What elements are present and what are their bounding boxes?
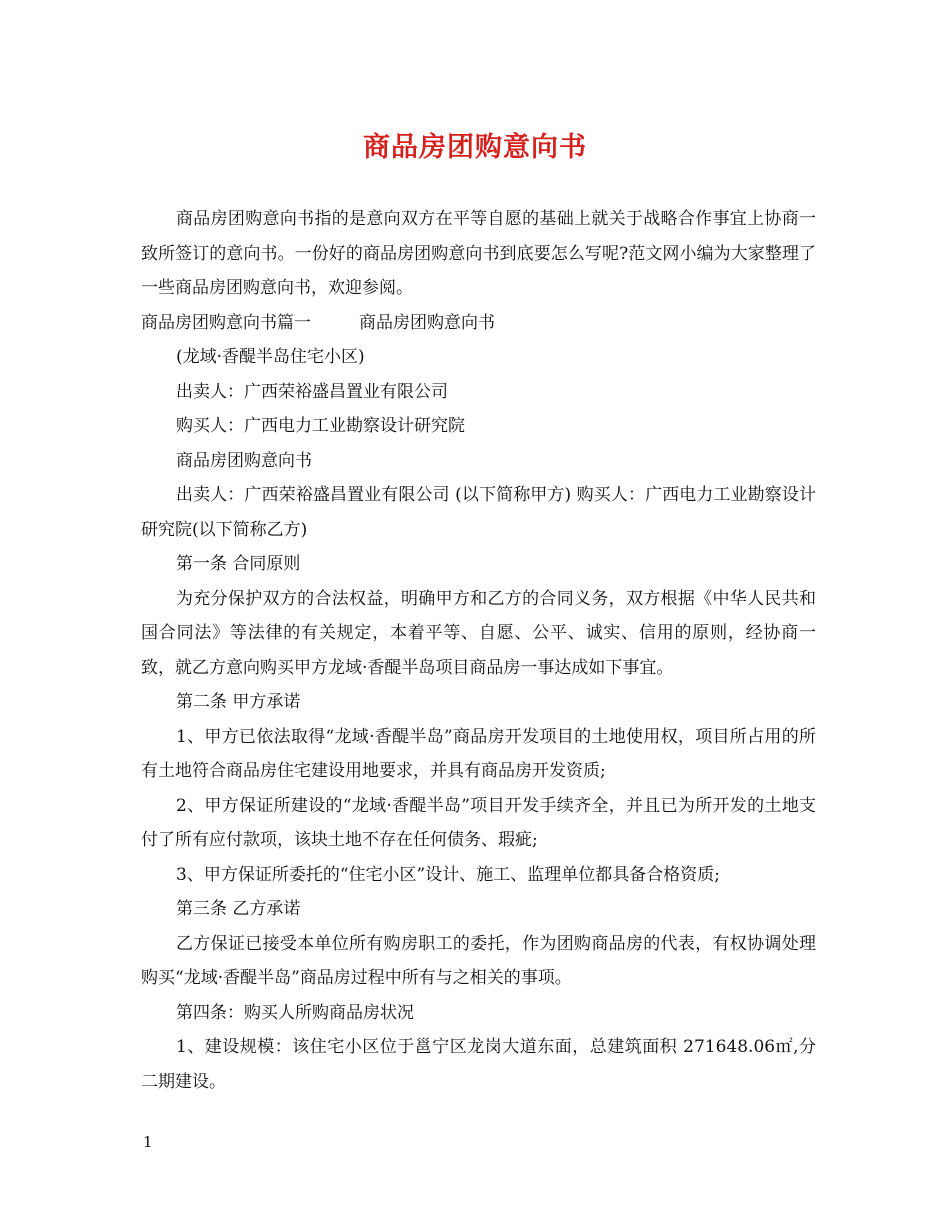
article4-item1: 1、建设规模：该住宅小区位于邕宁区龙岗大道东面，总建筑面积 271648.06㎡,分二期建设。 xyxy=(141,1037,816,1092)
article1-text: 为充分保护双方的合法权益，明确甲方和乙方的合同义务，双方根据《中华人民共和国合同法》等法律的有关规定，本着平等、自愿、公平、诚实、信用的原则，经协商一致，就乙方意向购买甲方龙域·香醍半岛项目商品房一事达成如下事宜。 xyxy=(141,588,816,678)
article2-item3: 3、甲方保证所委托的“住宅小区”设计、施工、监理单位都具备合格资质; xyxy=(176,864,720,885)
article4-title: 第四条：购买人所购商品房状况 xyxy=(176,1002,414,1023)
article2-item1: 1、甲方已依法取得“龙域·香醍半岛”商品房开发项目的土地使用权，项目所占用的所有土地符合商品房住宅建设用地要求，并具有商品房开发资质; xyxy=(141,726,816,781)
project-name: (龙域·香醍半岛住宅小区) xyxy=(176,347,365,367)
document-title: 商品房团购意向书 xyxy=(363,132,587,163)
heading-gap xyxy=(311,306,359,341)
buyer-line: 购买人：广西电力工业勘察设计研究院 xyxy=(176,416,465,436)
page-number: 1 xyxy=(143,1133,153,1151)
document-body xyxy=(141,202,816,1099)
article3-text: 乙方保证已接受本单位所有购房职工的委托，作为团购商品房的代表，有权协调处理购买“龙域·香醍半岛”商品房过程中所有与之相关的事项。 xyxy=(141,933,816,988)
article3-title: 第三条 乙方承诺 xyxy=(176,899,301,919)
section-heading-right: 商品房团购意向书 xyxy=(359,312,495,333)
seller-line: 出卖人：广西荣裕盛昌置业有限公司 xyxy=(176,381,448,402)
section-heading-left: 商品房团购意向书篇一 xyxy=(141,312,311,333)
article1-title: 第一条 合同原则 xyxy=(176,554,301,574)
intro-paragraph: 商品房团购意向书指的是意向双方在平等自愿的基础上就关于战略合作事宜上协商一致所签订的意向书。一份好的商品房团购意向书到底要怎么写呢?范文网小编为大家整理了一些商品房团购意向书，欢迎参阅。 xyxy=(141,209,816,298)
article2-title: 第二条 甲方承诺 xyxy=(176,692,301,712)
section-heading xyxy=(141,306,816,341)
article2-item2: 2、甲方保证所建设的“龙域·香醍半岛”项目开发手续齐全，并且已为所开发的土地支付了所有应付款项，该块土地不存在任何债务、瑕疵; xyxy=(141,795,816,850)
doc-subtitle: 商品房团购意向书 xyxy=(176,450,312,471)
parties-paragraph: 出卖人：广西荣裕盛昌置业有限公司 (以下简称甲方) 购买人：广西电力工业勘察设计研究院(以下简称乙方) xyxy=(141,485,816,540)
